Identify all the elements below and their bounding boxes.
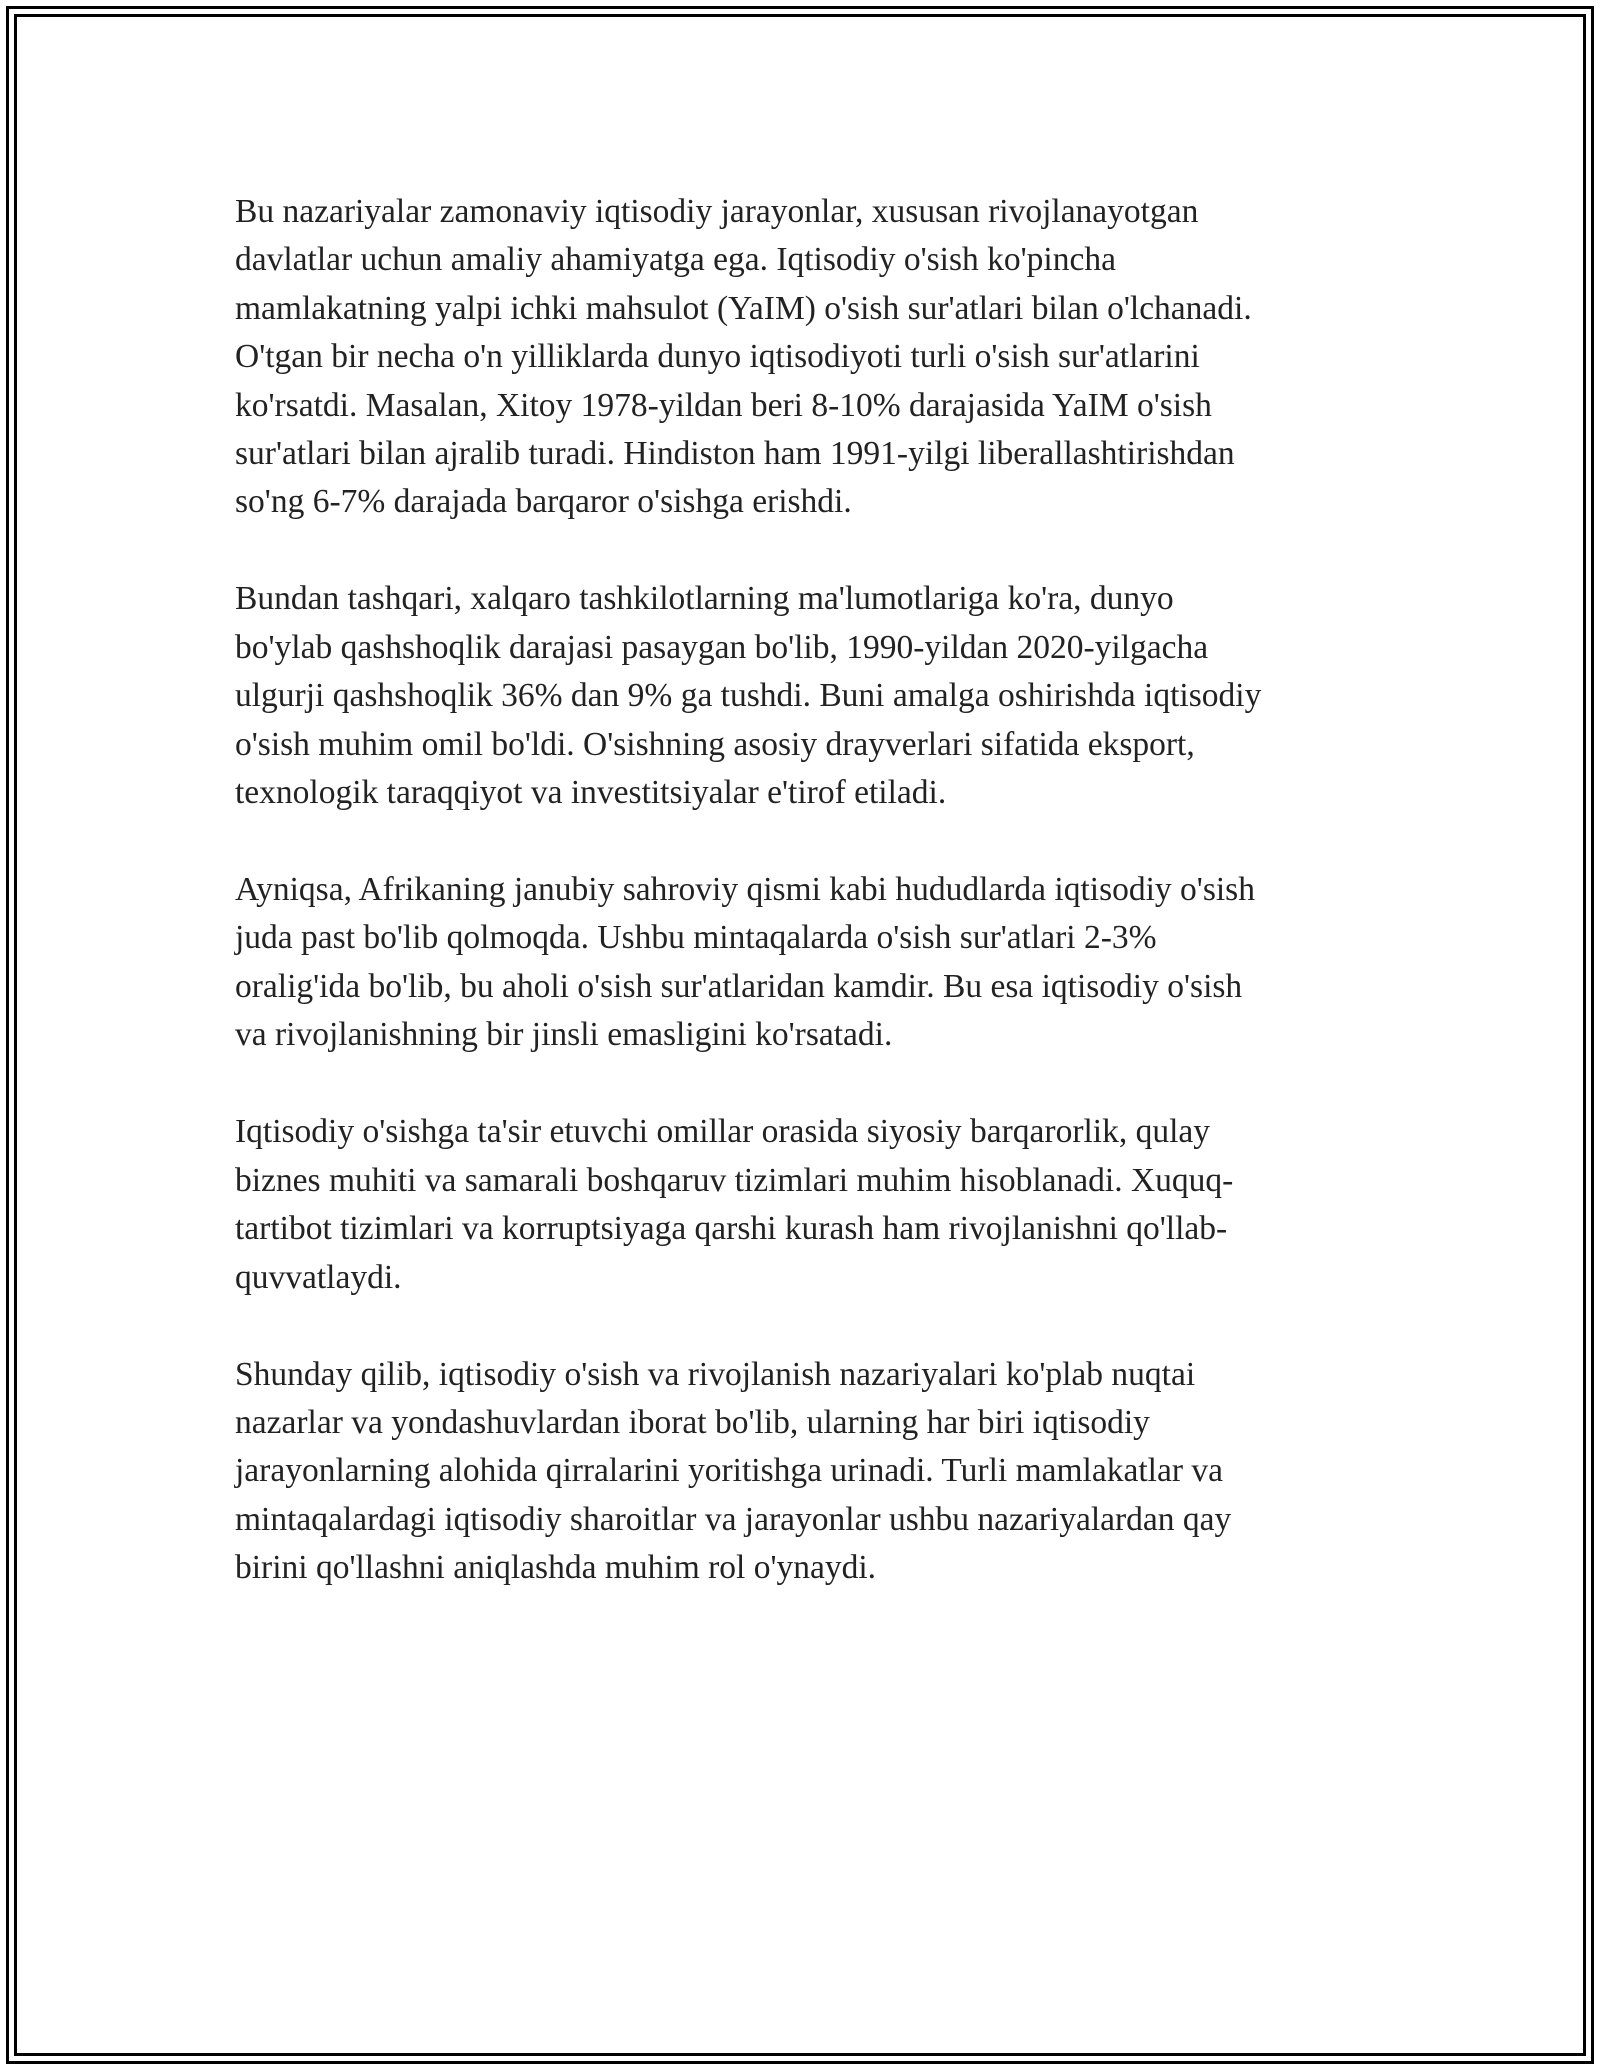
text-line: mamlakatning yalpi ichki mahsulot (YaIM) o'sish sur'atlari bilan o'lchanadi.	[235, 289, 1252, 327]
text-line: ko'rsatdi. Masalan, Xitoy 1978-yildan beri 8-10% darajasida YaIM o'sish	[235, 386, 1212, 424]
text-line: va rivojlanishning bir jinsli emasligini ko'rsatadi.	[235, 1016, 893, 1054]
text-line: juda past bo'lib qolmoqda. Ushbu mintaqalarda o'sish sur'atlari 2-3%	[235, 919, 1157, 957]
text-line: quvvatlaydi.	[235, 1258, 402, 1296]
text-line: biznes muhiti va samarali boshqaruv tizimlari muhim hisoblanadi. Xuquq-	[235, 1161, 1234, 1199]
paragraph-5	[235, 1351, 1370, 1593]
text-line: nazarlar va yondashuvlardan iborat bo'lib, ularning har biri iqtisodiy	[235, 1403, 1150, 1441]
text-line: sur'atlari bilan ajralib turadi. Hindiston ham 1991-yilgi liberallashtirishdan	[235, 435, 1235, 473]
text-line: mintaqalardagi iqtisodiy sharoitlar va jarayonlar ushbu nazariyalardan qay	[235, 1500, 1232, 1538]
document-body	[235, 188, 1370, 1641]
text-line: o'sish muhim omil bo'ldi. O'sishning asosiy drayverlari sifatida eksport,	[235, 725, 1195, 763]
paragraph-3	[235, 866, 1370, 1060]
text-line: Ayniqsa, Afrikaning janubiy sahroviy qismi kabi hududlarda iqtisodiy o'sish	[235, 871, 1255, 909]
paragraph-2	[235, 575, 1370, 817]
text-line: so'ng 6-7% darajada barqaror o'sishga erishdi.	[235, 483, 852, 521]
text-line: jarayonlarning alohida qirralarini yoritishga urinadi. Turli mamlakatlar va	[235, 1452, 1223, 1490]
text-line: Shunday qilib, iqtisodiy o'sish va rivojlanish nazariyalari ko'plab nuqtai	[235, 1355, 1196, 1393]
paragraph-4	[235, 1108, 1370, 1302]
text-line: oralig'ida bo'lib, bu aholi o'sish sur'atlaridan kamdir. Bu esa iqtisodiy o'sish	[235, 967, 1243, 1005]
text-line: O'tgan bir necha o'n yilliklarda dunyo iqtisodiyoti turli o'sish sur'atlarini	[235, 338, 1200, 376]
text-line: Bundan tashqari, xalqaro tashkilotlarning ma'lumotlariga ko'ra, dunyo	[235, 580, 1174, 618]
text-line: Bu nazariyalar zamonaviy iqtisodiy jarayonlar, xususan rivojlanayotgan	[235, 193, 1199, 230]
text-line: texnologik taraqqiyot va investitsiyalar e'tirof etiladi.	[235, 774, 947, 812]
text-line: Iqtisodiy o'sishga ta'sir etuvchi omillar orasida siyosiy barqarorlik, qulay	[235, 1113, 1211, 1151]
text-line: bo'ylab qashshoqlik darajasi pasaygan bo'lib, 1990-yildan 2020-yilgacha	[235, 628, 1209, 666]
paragraph-1	[235, 188, 1370, 527]
text-line: ulgurji qashshoqlik 36% dan 9% ga tushdi. Buni amalga oshirishda iqtisodiy	[235, 677, 1262, 715]
text-line: birini qo'llashni aniqlashda muhim rol o'ynaydi.	[235, 1549, 877, 1587]
text-line: tartibot tizimlari va korruptsiyaga qarshi kurash ham rivojlanishni qo'llab-	[235, 1210, 1228, 1248]
text-line: davlatlar uchun amaliy ahamiyatga ega. Iqtisodiy o'sish ko'pincha	[235, 241, 1116, 279]
